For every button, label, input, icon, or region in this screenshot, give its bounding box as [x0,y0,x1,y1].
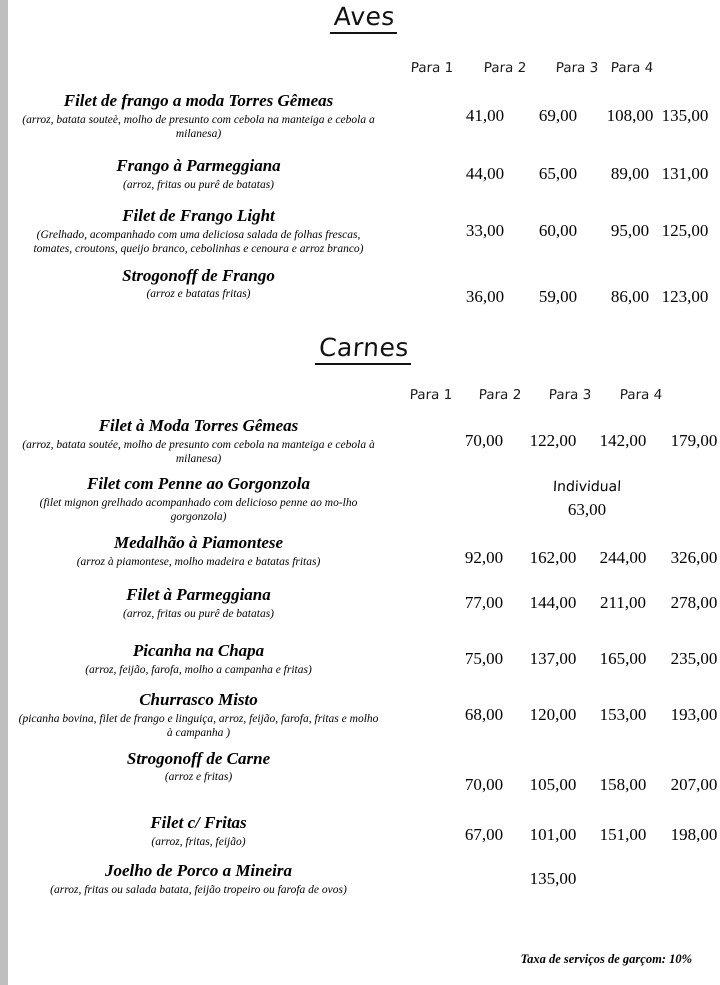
price-para-2: 137,00 [529,649,577,668]
price-para-3: 89,00 [610,164,650,183]
dish-description: (arroz, fritas ou salada batata, feijão tropeiro ou farofa de ovos) [50,883,347,896]
price-para-1: 68,00 [464,705,504,724]
dish-description: (arroz e fritas) [164,771,233,784]
dish-name: Joelho de Porco a Mineira [105,861,292,881]
menu-item-name-block [8,91,393,140]
dish-name: Frango à Parmeggiana [116,156,281,176]
price-para-2: 105,00 [529,775,577,794]
dish-description: (arroz à piamontese, molho madeira e batatas fritas) [76,555,321,568]
dish-name: Filet à Moda Torres Gêmeas [98,416,299,436]
price-para-2: 144,00 [529,593,577,612]
dish-description: (arroz e batatas fritas) [146,288,251,301]
menu-item-row[interactable] [8,579,720,627]
menu-item-name-block [8,533,393,568]
column-header-para-4: Para 4 [610,60,654,76]
menu-item-name-block [8,690,393,739]
column-header-para-3: Para 3 [548,387,592,403]
price-para-2: 69,00 [538,106,578,125]
price-para-4: 207,00 [670,775,718,794]
price-para-3: 86,00 [610,287,650,307]
dish-name: Churrasco Misto [139,690,258,710]
menu-item-name-block [8,206,393,255]
price-para-3: 151,00 [599,824,647,844]
price-para-1: 67,00 [464,824,504,844]
dish-name: Medalhão à Piamontese [113,533,284,553]
price-para-1: 92,00 [464,548,504,568]
price-para-1: 36,00 [465,287,505,307]
price-para-3: 211,00 [599,593,647,612]
menu-item-price-block [393,529,720,573]
price-para-2: 59,00 [538,287,578,307]
dish-name: Filet à Parmeggiana [126,585,271,605]
section-title-carnes [8,333,720,365]
dish-description: (Grelhado, acompanhado com uma deliciosa salada de folhas frescas, tomates, croutons, queijo branco, cebolinhas e cenoura e arroz branco) [33,228,364,255]
price-para-4: 278,00 [670,593,718,612]
price-para-3: 153,00 [599,705,647,724]
menu-rows-aves [8,90,720,310]
dish-name: Strogonoff de Carne [126,749,271,768]
dish-description: (arroz, batata souteè, molho de presunto com cebola na manteiga e cebola a milanesa) [22,113,375,140]
dish-name: Filet de frango a moda Torres Gêmeas [63,91,334,111]
menu-item-price-block [393,415,720,467]
column-headers-aves [8,60,720,82]
dish-name: Filet c/ Fritas [150,813,247,833]
dish-name: Picanha na Chapa [132,641,265,661]
dish-name: Strogonoff de Frango [122,266,275,285]
price-para-1: 44,00 [465,164,505,183]
menu-item-name-block [8,474,393,523]
price-para-3: 165,00 [599,649,647,668]
dish-description: (arroz, batata soutée, molho de presunto com cebola na manteiga e cebola à milanesa) [22,438,375,465]
menu-item-row[interactable] [8,415,720,467]
price-para-2: 162,00 [529,548,577,568]
menu-rows-carnes [8,415,720,901]
menu-item-price-block [393,264,720,310]
menu-item-name-block [8,156,393,191]
price-para-2: 122,00 [529,431,577,450]
dish-name: Filet de Frango Light [122,206,275,226]
price-para-4: 235,00 [670,649,718,668]
menu-item-price-block [393,809,720,853]
menu-item-price-block [393,471,720,527]
price-para-4: 131,00 [661,164,709,183]
price-para-3: 244,00 [599,548,647,568]
section-aves [8,2,720,310]
price-para-3: 95,00 [610,221,650,240]
menu-item-price-block [393,90,720,142]
price-para-3: 108,00 [606,106,654,125]
menu-item-row[interactable] [8,200,720,262]
price-para-1: 33,00 [465,221,505,240]
price-para-2: 135,00 [529,869,577,888]
section-title-carnes-text: Carnes [315,333,413,365]
menu-item-row[interactable] [8,90,720,142]
menu-item-row[interactable] [8,809,720,853]
individual-label: Individual [552,479,622,495]
menu-item-price-block [393,749,720,799]
price-para-1: 77,00 [464,593,504,612]
price-para-1: 41,00 [465,106,505,125]
menu-item-row[interactable] [8,264,720,310]
menu-item-row[interactable] [8,529,720,573]
price-para-4: 135,00 [661,106,709,125]
service-fee-note: Taxa de serviços de garçom: 10% [520,952,692,966]
menu-item-price-block [393,200,720,262]
price-para-3: 142,00 [599,431,647,450]
price-para-4: 123,00 [661,287,709,307]
dish-description: (filet mignon grelhado acompanhado com delicioso penne ao mo-lho gorgonzola) [39,496,358,523]
section-title-aves-text: Aves [329,2,398,34]
menu-item-row[interactable] [8,471,720,527]
individual-price-block [553,478,621,520]
dish-name: Filet com Penne ao Gorgonzola [87,474,310,494]
dish-description: (arroz, feijão, farofa, molho a campanha e fritas) [85,663,312,676]
price-para-1: 75,00 [464,649,504,668]
menu-item-name-block [8,813,393,848]
price-para-2: 65,00 [538,164,578,183]
column-header-para-1: Para 1 [409,387,453,403]
menu-item-row[interactable] [8,635,720,683]
column-header-para-2: Para 2 [483,60,527,76]
menu-item-row[interactable] [8,749,720,799]
price-para-1: 70,00 [464,775,504,794]
menu-page [8,0,720,985]
menu-item-row[interactable] [8,150,720,198]
individual-price: 63,00 [567,500,607,519]
price-para-1: 70,00 [464,431,504,450]
menu-item-name-block [8,861,393,896]
price-para-4: 179,00 [670,431,718,450]
price-para-2: 101,00 [529,824,577,844]
price-para-4: 198,00 [670,824,718,844]
menu-item-price-block [393,857,720,901]
column-header-para-3: Para 3 [555,60,599,76]
dish-description: (picanha bovina, filet de frango e linguiça, arroz, feijão, farofa, fritas e molho à campanha ) [18,712,379,739]
menu-item-price-block [393,635,720,683]
menu-item-price-block [393,150,720,198]
column-headers-carnes [8,387,720,409]
menu-item-name-block [8,641,393,676]
price-para-4: 326,00 [670,548,718,568]
menu-item-name-block [8,749,393,784]
column-header-para-1: Para 1 [410,60,454,76]
price-para-2: 120,00 [529,705,577,724]
dish-description: (arroz, fritas ou purê de batatas) [123,178,274,191]
section-title-aves [8,2,720,34]
price-para-4: 125,00 [661,221,709,240]
price-para-2: 60,00 [538,221,578,240]
column-header-para-4: Para 4 [619,387,663,403]
price-para-4: 193,00 [670,705,718,724]
price-para-3: 158,00 [599,775,647,794]
menu-item-name-block [8,416,393,465]
menu-item-name-block [8,585,393,620]
menu-item-price-block [393,687,720,743]
section-carnes [8,333,720,901]
scan-edge-gutter [0,0,8,985]
menu-item-row[interactable] [8,687,720,743]
dish-description: (arroz, fritas, feijão) [151,835,246,848]
menu-item-row[interactable] [8,857,720,901]
menu-item-name-block [8,264,393,301]
menu-item-price-block [393,579,720,627]
column-header-para-2: Para 2 [478,387,522,403]
dish-description: (arroz, fritas ou purê de batatas) [123,607,274,620]
